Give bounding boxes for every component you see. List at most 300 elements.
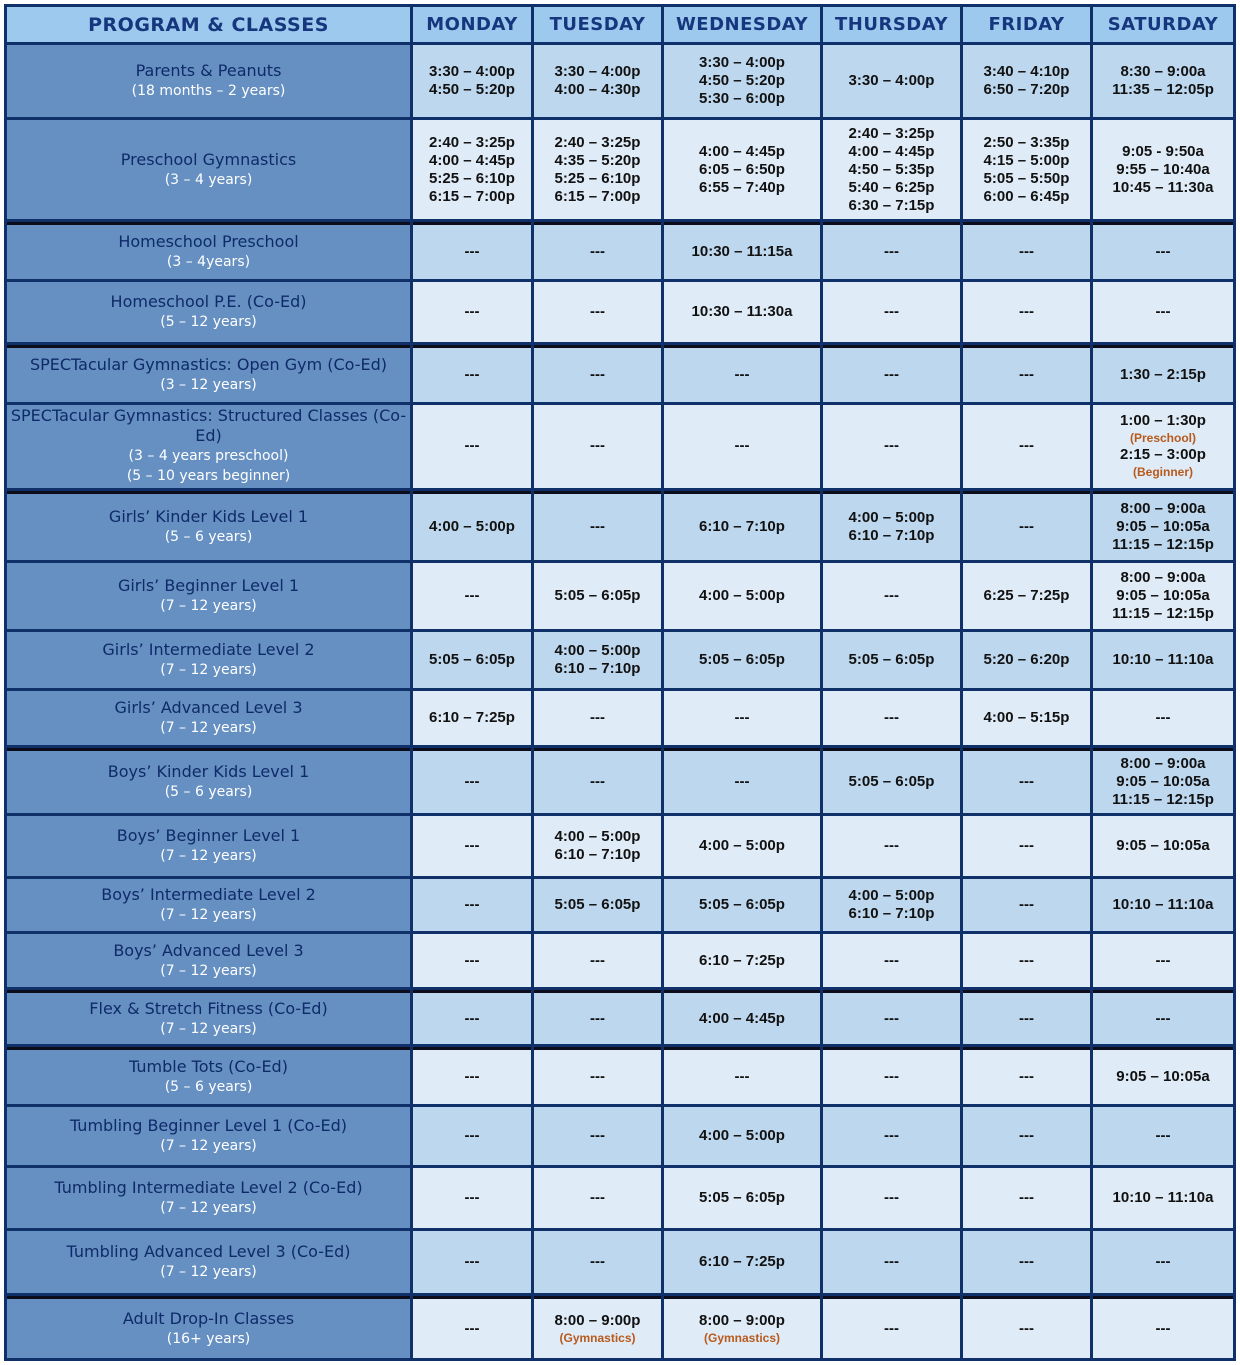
- time-cell-friday: [963, 816, 1090, 876]
- no-class-dash: ---: [884, 709, 899, 727]
- no-class-dash: ---: [884, 1319, 899, 1337]
- class-time: 2:40 – 3:25p: [429, 133, 515, 151]
- schedule-row: [7, 1296, 1233, 1358]
- time-cell-monday: [413, 345, 531, 402]
- time-cell-monday: [413, 1296, 531, 1358]
- class-time: 8:00 – 9:00p: [699, 1311, 785, 1329]
- time-cell-tuesday: [534, 345, 661, 402]
- class-time: 4:00 – 4:45p: [429, 151, 515, 169]
- time-cell-wednesday: [664, 282, 820, 342]
- schedule-row: [7, 282, 1233, 342]
- class-time: 10:10 – 11:10a: [1112, 650, 1214, 668]
- no-class-dash: ---: [1155, 1009, 1171, 1027]
- time-cell-friday: [963, 1107, 1090, 1166]
- time-cell-friday: [963, 990, 1090, 1044]
- time-cell-saturday: [1093, 1296, 1233, 1358]
- class-time: 8:00 – 9:00p: [554, 1311, 641, 1329]
- program-ages: (7 – 12 years): [160, 907, 257, 924]
- time-cell-saturday: [1093, 748, 1233, 813]
- no-class-dash: ---: [464, 243, 480, 261]
- class-time: 2:15 – 3:00p: [1120, 446, 1206, 464]
- time-cell-wednesday: [664, 934, 820, 987]
- class-time: 10:10 – 11:10a: [1112, 896, 1214, 914]
- class-time: 9:05 - 9:50a: [1122, 142, 1204, 160]
- class-time: 4:00 – 5:00p: [699, 1127, 785, 1145]
- program-ages: (3 – 4 years): [164, 171, 253, 188]
- time-cell-thursday: [823, 345, 960, 402]
- no-class-dash: ---: [590, 243, 605, 261]
- time-cell-friday: [963, 748, 1090, 813]
- program-ages: (18 months – 2 years): [131, 82, 286, 99]
- no-class-dash: ---: [1019, 1253, 1034, 1271]
- no-class-dash: ---: [1019, 951, 1034, 969]
- class-time: 4:35 – 5:20p: [554, 151, 641, 169]
- no-class-dash: ---: [1019, 836, 1034, 854]
- time-cell-thursday: [823, 1231, 960, 1293]
- no-class-dash: ---: [1155, 302, 1171, 320]
- class-time: 5:05 – 6:05p: [848, 650, 935, 668]
- program-ages: (3 – 4 years preschool): [128, 448, 289, 465]
- time-cell-saturday: [1093, 1231, 1233, 1293]
- no-class-dash: ---: [884, 1253, 899, 1271]
- program-ages: (3 – 4years): [166, 254, 251, 271]
- time-cell-thursday: [823, 1107, 960, 1166]
- class-time: 1:30 – 2:15p: [1120, 365, 1206, 383]
- time-cell-tuesday: [534, 1168, 661, 1228]
- header-wednesday: WEDNESDAY: [664, 7, 820, 42]
- no-class-dash: ---: [734, 773, 750, 790]
- no-class-dash: ---: [590, 1189, 605, 1207]
- class-time: 1:00 – 1:30p: [1120, 412, 1206, 430]
- time-cell-tuesday: [534, 748, 661, 813]
- program-ages: (7 – 12 years): [160, 1200, 257, 1217]
- program-cell: [7, 632, 410, 689]
- time-cell-saturday: [1093, 1168, 1233, 1228]
- program-name: Tumbling Advanced Level 3 (Co-Ed): [66, 1242, 351, 1262]
- no-class-dash: ---: [1019, 243, 1034, 261]
- program-cell: [7, 222, 410, 279]
- time-cell-saturday: [1093, 990, 1233, 1044]
- time-cell-tuesday: [534, 282, 661, 342]
- class-time: 10:30 – 11:30a: [691, 302, 793, 320]
- program-name: Boys’ Intermediate Level 2: [101, 885, 316, 905]
- class-time: 10:30 – 11:15a: [691, 243, 793, 261]
- no-class-dash: ---: [884, 1189, 899, 1207]
- program-ages: (7 – 12 years): [160, 1138, 257, 1155]
- class-time: 4:00 – 5:00p: [848, 887, 935, 905]
- no-class-dash: ---: [464, 1067, 480, 1085]
- time-cell-monday: [413, 632, 531, 689]
- time-cell-tuesday: [534, 879, 661, 932]
- program-name: Tumbling Beginner Level 1 (Co-Ed): [69, 1116, 348, 1136]
- time-cell-monday: [413, 1231, 531, 1293]
- time-cell-monday: [413, 1168, 531, 1228]
- program-name: Boys’ Beginner Level 1: [116, 825, 301, 845]
- time-cell-friday: [963, 563, 1090, 629]
- no-class-dash: ---: [1019, 773, 1034, 790]
- class-time: 4:50 – 5:20p: [429, 80, 515, 98]
- time-cell-tuesday: [534, 1107, 661, 1166]
- no-class-dash: ---: [464, 1127, 480, 1145]
- header-friday: FRIDAY: [963, 7, 1090, 42]
- time-cell-friday: [963, 879, 1090, 932]
- time-cell-friday: [963, 491, 1090, 560]
- class-time: 4:00 – 4:45p: [848, 142, 935, 160]
- time-cell-monday: [413, 491, 531, 560]
- time-cell-friday: [963, 345, 1090, 402]
- time-cell-thursday: [823, 563, 960, 629]
- header-program: PROGRAM & CLASSES: [7, 7, 410, 42]
- program-cell: [7, 1296, 410, 1358]
- program-cell: [7, 1047, 410, 1104]
- program-ages: (7 – 12 years): [160, 597, 257, 614]
- time-cell-saturday: [1093, 691, 1233, 745]
- time-cell-saturday: [1093, 563, 1233, 629]
- time-cell-monday: [413, 934, 531, 987]
- no-class-dash: ---: [884, 1067, 899, 1085]
- schedule-row: [7, 345, 1233, 402]
- time-cell-thursday: [823, 990, 960, 1044]
- class-time: 6:10 – 7:10p: [554, 845, 641, 863]
- no-class-dash: ---: [1019, 1189, 1034, 1207]
- no-class-dash: ---: [590, 709, 605, 727]
- time-cell-monday: [413, 405, 531, 488]
- time-cell-wednesday: [664, 748, 820, 813]
- time-cell-monday: [413, 282, 531, 342]
- no-class-dash: ---: [590, 517, 605, 535]
- time-cell-monday: [413, 120, 531, 219]
- class-time: 5:05 – 6:05p: [429, 650, 515, 668]
- no-class-dash: ---: [464, 1253, 480, 1271]
- program-name: Adult Drop-In Classes: [122, 1308, 295, 1328]
- class-time: 6:05 – 6:50p: [699, 160, 785, 178]
- time-cell-tuesday: [534, 632, 661, 689]
- time-cell-monday: [413, 1047, 531, 1104]
- program-cell: [7, 345, 410, 402]
- class-time: 4:15 – 5:00p: [983, 151, 1070, 169]
- time-cell-saturday: [1093, 491, 1233, 560]
- program-cell: [7, 1168, 410, 1228]
- time-cell-saturday: [1093, 120, 1233, 219]
- no-class-dash: ---: [1155, 243, 1171, 261]
- schedule-row: [7, 990, 1233, 1044]
- program-cell: [7, 1107, 410, 1166]
- no-class-dash: ---: [590, 302, 605, 320]
- time-cell-wednesday: [664, 345, 820, 402]
- time-cell-wednesday: [664, 45, 820, 117]
- schedule-row: [7, 934, 1233, 987]
- no-class-dash: ---: [884, 836, 899, 854]
- time-cell-friday: [963, 1231, 1090, 1293]
- time-cell-monday: [413, 879, 531, 932]
- no-class-dash: ---: [884, 1009, 899, 1027]
- no-class-dash: ---: [590, 951, 605, 969]
- class-time: 5:05 – 5:50p: [983, 169, 1070, 187]
- class-time: 4:00 – 5:00p: [699, 586, 785, 604]
- schedule-row: [7, 405, 1233, 488]
- time-cell-tuesday: [534, 934, 661, 987]
- class-time: 6:25 – 7:25p: [983, 586, 1070, 604]
- time-cell-saturday: [1093, 1107, 1233, 1166]
- no-class-dash: ---: [1019, 1067, 1034, 1085]
- program-name: Boys’ Kinder Kids Level 1: [107, 762, 310, 781]
- no-class-dash: ---: [590, 773, 605, 790]
- time-cell-friday: [963, 1168, 1090, 1228]
- time-cell-wednesday: [664, 990, 820, 1044]
- class-time: 4:50 – 5:35p: [848, 160, 935, 178]
- program-ages: (16+ years): [166, 1330, 251, 1347]
- program-name: Flex & Stretch Fitness (Co-Ed): [89, 998, 328, 1018]
- class-time: 3:30 – 4:00p: [554, 62, 641, 80]
- class-time: 3:30 – 4:00p: [848, 71, 935, 89]
- time-cell-wednesday: [664, 222, 820, 279]
- time-cell-tuesday: [534, 816, 661, 876]
- time-cell-wednesday: [664, 879, 820, 932]
- class-time: 5:05 – 6:05p: [699, 650, 785, 668]
- class-time: 6:10 – 7:10p: [848, 526, 935, 544]
- no-class-dash: ---: [1019, 365, 1034, 383]
- time-cell-friday: [963, 405, 1090, 488]
- time-cell-thursday: [823, 1296, 960, 1358]
- class-time: 5:40 – 6:25p: [848, 178, 935, 196]
- no-class-dash: ---: [590, 365, 605, 383]
- no-class-dash: ---: [464, 1189, 480, 1207]
- no-class-dash: ---: [464, 1009, 480, 1027]
- schedule-row: [7, 1231, 1233, 1293]
- no-class-dash: ---: [1019, 896, 1034, 914]
- no-class-dash: ---: [464, 773, 480, 790]
- no-class-dash: ---: [1155, 709, 1171, 727]
- class-time: 6:55 – 7:40p: [699, 178, 785, 196]
- schedule-row: [7, 748, 1233, 813]
- schedule-row: [7, 691, 1233, 745]
- time-cell-saturday: [1093, 282, 1233, 342]
- class-time: 5:20 – 6:20p: [983, 650, 1070, 668]
- program-cell: [7, 990, 410, 1044]
- time-cell-saturday: [1093, 879, 1233, 932]
- class-time: 6:15 – 7:00p: [554, 187, 641, 205]
- no-class-dash: ---: [1155, 1253, 1171, 1271]
- class-time: 3:30 – 4:00p: [429, 62, 515, 80]
- header-row: [7, 7, 1233, 42]
- class-time: 6:50 – 7:20p: [983, 80, 1070, 98]
- class-time: 5:25 – 6:10p: [429, 169, 515, 187]
- no-class-dash: ---: [734, 437, 750, 455]
- time-cell-thursday: [823, 691, 960, 745]
- header-saturday: SATURDAY: [1093, 7, 1233, 42]
- no-class-dash: ---: [734, 365, 750, 383]
- time-cell-monday: [413, 691, 531, 745]
- time-cell-thursday: [823, 222, 960, 279]
- time-cell-tuesday: [534, 45, 661, 117]
- class-time: 4:00 – 4:45p: [699, 142, 785, 160]
- time-cell-monday: [413, 563, 531, 629]
- time-cell-friday: [963, 691, 1090, 745]
- class-time: 2:40 – 3:25p: [554, 133, 641, 151]
- class-time: 9:05 – 10:05a: [1116, 773, 1210, 790]
- time-cell-tuesday: [534, 1231, 661, 1293]
- class-time: 4:00 – 5:00p: [554, 641, 641, 659]
- program-cell: [7, 691, 410, 745]
- time-cell-friday: [963, 282, 1090, 342]
- time-cell-wednesday: [664, 691, 820, 745]
- time-cell-thursday: [823, 1047, 960, 1104]
- class-time: 9:05 – 10:05a: [1116, 836, 1210, 854]
- no-class-dash: ---: [590, 1127, 605, 1145]
- class-time: 9:05 – 10:05a: [1116, 586, 1210, 604]
- program-ages: (5 – 12 years): [160, 313, 257, 330]
- program-cell: [7, 816, 410, 876]
- time-cell-wednesday: [664, 491, 820, 560]
- class-time: 8:00 – 9:00a: [1120, 568, 1206, 586]
- no-class-dash: ---: [1019, 437, 1034, 455]
- no-class-dash: ---: [884, 951, 899, 969]
- header-thursday: THURSDAY: [823, 7, 960, 42]
- program-name: SPECTacular Gymnastics: Open Gym (Co-Ed): [29, 354, 388, 374]
- no-class-dash: ---: [884, 437, 899, 455]
- class-time: 4:00 – 5:15p: [983, 709, 1070, 727]
- class-type-note: (Gymnastics): [703, 1330, 781, 1345]
- program-cell: [7, 405, 410, 488]
- time-cell-friday: [963, 1296, 1090, 1358]
- no-class-dash: ---: [1019, 302, 1034, 320]
- class-time: 2:40 – 3:25p: [848, 124, 935, 142]
- class-time: 6:10 – 7:10p: [848, 905, 935, 923]
- schedule-body: [7, 45, 1233, 1358]
- program-ages: (7 – 12 years): [160, 962, 257, 979]
- class-time: 5:25 – 6:10p: [554, 169, 641, 187]
- schedule-row: [7, 879, 1233, 932]
- class-time: 5:05 – 6:05p: [699, 896, 785, 914]
- schedule-row: [7, 1168, 1233, 1228]
- no-class-dash: ---: [464, 896, 480, 914]
- no-class-dash: ---: [464, 586, 480, 604]
- time-cell-saturday: [1093, 345, 1233, 402]
- time-cell-wednesday: [664, 1047, 820, 1104]
- time-cell-thursday: [823, 934, 960, 987]
- time-cell-thursday: [823, 491, 960, 560]
- schedule-row: [7, 1047, 1233, 1104]
- class-time: 8:00 – 9:00a: [1120, 499, 1206, 517]
- no-class-dash: ---: [1155, 1127, 1171, 1145]
- no-class-dash: ---: [884, 1127, 899, 1145]
- class-time: 5:30 – 6:00p: [699, 89, 785, 107]
- no-class-dash: ---: [884, 365, 899, 383]
- time-cell-wednesday: [664, 632, 820, 689]
- class-time: 11:15 – 12:15p: [1112, 535, 1214, 553]
- schedule-row: [7, 120, 1233, 219]
- class-schedule-table: [4, 4, 1236, 1361]
- class-time: 6:10 – 7:10p: [554, 659, 641, 677]
- class-time: 2:50 – 3:35p: [983, 133, 1070, 151]
- time-cell-saturday: [1093, 816, 1233, 876]
- program-ages: (7 – 12 years): [160, 1264, 257, 1281]
- class-time: 6:10 – 7:25p: [699, 951, 785, 969]
- program-cell: [7, 748, 410, 813]
- time-cell-monday: [413, 990, 531, 1044]
- class-time: 8:00 – 9:00a: [1120, 755, 1206, 772]
- no-class-dash: ---: [464, 302, 480, 320]
- class-time: 6:10 – 7:25p: [699, 1253, 785, 1271]
- time-cell-monday: [413, 222, 531, 279]
- class-time: 4:00 – 4:30p: [554, 80, 641, 98]
- program-cell: [7, 120, 410, 219]
- time-cell-wednesday: [664, 1296, 820, 1358]
- time-cell-thursday: [823, 632, 960, 689]
- time-cell-wednesday: [664, 405, 820, 488]
- time-cell-saturday: [1093, 632, 1233, 689]
- program-name: Girls’ Kinder Kids Level 1: [108, 506, 309, 526]
- time-cell-monday: [413, 748, 531, 813]
- program-name: Parents & Peanuts: [135, 60, 282, 80]
- time-cell-friday: [963, 120, 1090, 219]
- program-name: Homeschool Preschool: [118, 232, 299, 252]
- time-cell-wednesday: [664, 563, 820, 629]
- class-time: 8:30 – 9:00a: [1120, 62, 1206, 80]
- class-time: 11:15 – 12:15p: [1112, 791, 1214, 808]
- program-ages: (5 – 6 years): [164, 1078, 253, 1095]
- no-class-dash: ---: [1019, 1009, 1034, 1027]
- class-time: 6:30 – 7:15p: [848, 196, 935, 214]
- no-class-dash: ---: [884, 302, 899, 320]
- program-ages: (7 – 12 years): [160, 1020, 257, 1037]
- time-cell-wednesday: [664, 120, 820, 219]
- program-name: SPECTacular Gymnastics: Structured Classes (Co-Ed): [10, 406, 407, 446]
- class-time: 5:05 – 6:05p: [848, 773, 935, 790]
- program-cell: [7, 491, 410, 560]
- class-time: 3:40 – 4:10p: [983, 62, 1070, 80]
- no-class-dash: ---: [884, 586, 899, 604]
- program-ages: (5 – 6 years): [164, 528, 253, 545]
- class-time: 11:35 – 12:05p: [1112, 80, 1214, 98]
- time-cell-thursday: [823, 282, 960, 342]
- schedule-row: [7, 816, 1233, 876]
- time-cell-tuesday: [534, 405, 661, 488]
- time-cell-friday: [963, 1047, 1090, 1104]
- program-name: Tumble Tots (Co-Ed): [129, 1056, 288, 1076]
- no-class-dash: ---: [590, 1009, 605, 1027]
- program-ages: (7 – 12 years): [160, 720, 257, 737]
- schedule-row: [7, 491, 1233, 560]
- header-tuesday: TUESDAY: [534, 7, 661, 42]
- class-type-note: (Gymnastics): [559, 1330, 636, 1345]
- class-time: 4:00 – 5:00p: [848, 508, 935, 526]
- time-cell-wednesday: [664, 1231, 820, 1293]
- time-cell-thursday: [823, 120, 960, 219]
- time-cell-friday: [963, 934, 1090, 987]
- no-class-dash: ---: [464, 365, 480, 383]
- time-cell-tuesday: [534, 1047, 661, 1104]
- program-ages: (7 – 12 years): [160, 661, 257, 678]
- time-cell-wednesday: [664, 1168, 820, 1228]
- schedule-row: [7, 222, 1233, 279]
- class-time: 4:00 – 5:00p: [429, 517, 515, 535]
- no-class-dash: ---: [464, 836, 480, 854]
- class-time: 4:00 – 5:00p: [699, 836, 785, 854]
- program-cell: [7, 1231, 410, 1293]
- class-time: 4:50 – 5:20p: [699, 71, 785, 89]
- program-ages: (3 – 12 years): [160, 376, 257, 393]
- program-name: Girls’ Intermediate Level 2: [102, 639, 315, 659]
- program-name: Preschool Gymnastics: [120, 149, 297, 169]
- no-class-dash: ---: [1155, 1319, 1171, 1337]
- program-cell: [7, 282, 410, 342]
- time-cell-saturday: [1093, 45, 1233, 117]
- time-cell-friday: [963, 222, 1090, 279]
- time-cell-saturday: [1093, 405, 1233, 488]
- time-cell-saturday: [1093, 222, 1233, 279]
- class-time: 6:00 – 6:45p: [983, 187, 1070, 205]
